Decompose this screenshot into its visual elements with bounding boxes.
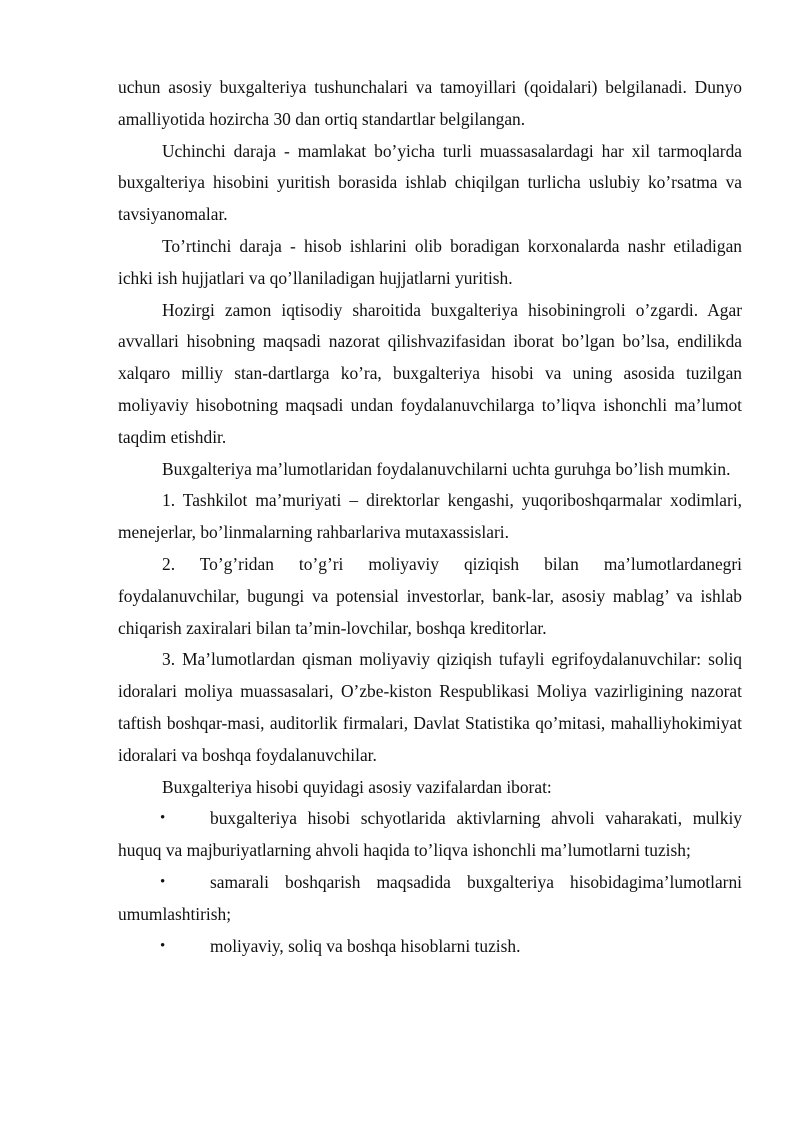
paragraph-continuation: uchun asosiy buxgalteriya tushunchalari va tamoyillari (qoidalari) belgilanadi. Dunyo amalliyotida hozircha 30 dan ortiq standartlar belgilangan. <box>118 77 742 129</box>
list-item-text: buxgalteriya hisobi schyotlarida aktivlarning ahvoli vaharakati, mulkiy huquq va majburiyatlarning ahvoli haqida to’liqva ishonchli ma’lumotlarni tuzish; <box>118 808 742 861</box>
list-item <box>118 803 742 867</box>
paragraph-fourth-level: To’rtinchi daraja - hisob ishlarini olib boradigan korxonalarda nashr etiladigan ichki ish hujjatlari va qo’llaniladigan hujjatlarni yuritish. <box>118 235 742 288</box>
bullet-icon: • <box>160 810 166 827</box>
paragraph-group-1: 1. Tashkilot ma’muriyati – direktorlar kengashi, yuqoriboshqarmalar xodimlari, menejerlar, bo’linmalarning rahbarlariva mutaxassislari. <box>118 490 742 543</box>
paragraph-group-3: 3. Ma’lumotlardan qisman moliyaviy qiziqish tufayli egrifoydalanuvchilar: soliq idoralari moliya muassasalari, O’zbe-kiston Respublikasi Moliya vazirligining nazorat taftish boshqar-masi, auditorlik firmalari, Davlat Statistika qo’mitasi, mahalliyhokimiyat idoralari va boshqa foydalanuvchilar. <box>118 649 742 765</box>
document-page <box>118 72 742 962</box>
paragraph-user-groups: Buxgalteriya ma’lumotlaridan foydalanuvchilarni uchta guruhga bo’lish mumkin. <box>162 458 731 479</box>
paragraph-tasks-intro: Buxgalteriya hisobi quyidagi asosiy vazifalardan iborat: <box>162 776 552 797</box>
bullet-icon: • <box>160 873 166 890</box>
list-item-text: moliyaviy, soliq va boshqa hisoblarni tuzish. <box>210 935 521 956</box>
list-item <box>118 867 742 931</box>
bullet-icon: • <box>160 937 166 954</box>
list-item-text: samarali boshqarish maqsadida buxgalteriya hisobidagima’lumotlarni umumlashtirish; <box>118 871 742 924</box>
list-item <box>118 931 742 963</box>
paragraph-modern-role: Hozirgi zamon iqtisodiy sharoitida buxgalteriya hisobiningroli o’zgardi. Agar avvallari hisobning maqsadi nazorat qilishvazifasidan iborat bo’lgan bo’lsa, endilikda xalqaro milliy stan-dartlarga ko’ra, buxgalteriya hisobi va uning asosida tuzilgan moliyaviy hisobotning maqsadi undan foydalanuvchilarga to’liqva ishonchli ma’lumot taqdim etishdir. <box>118 299 742 447</box>
paragraph-group-2: 2. To’g’ridan to’g’ri moliyaviy qiziqish bilan ma’lumotlardanegri foydalanuvchilar, bugungi va potensial investorlar, bank-lar, asosiy mablag’ va ishlab chiqarish zaxiralari bilan ta’min-lovchilar, boshqa kreditorlar. <box>118 553 742 638</box>
paragraph-third-level: Uchinchi daraja - mamlakat bo’yicha turli muassasalardagi har xil tarmoqlarda buxgalteriya hisobini yuritish borasida ishlab chiqilgan turlicha uslubiy ko’rsatma va tavsiyanomalar. <box>118 140 742 225</box>
